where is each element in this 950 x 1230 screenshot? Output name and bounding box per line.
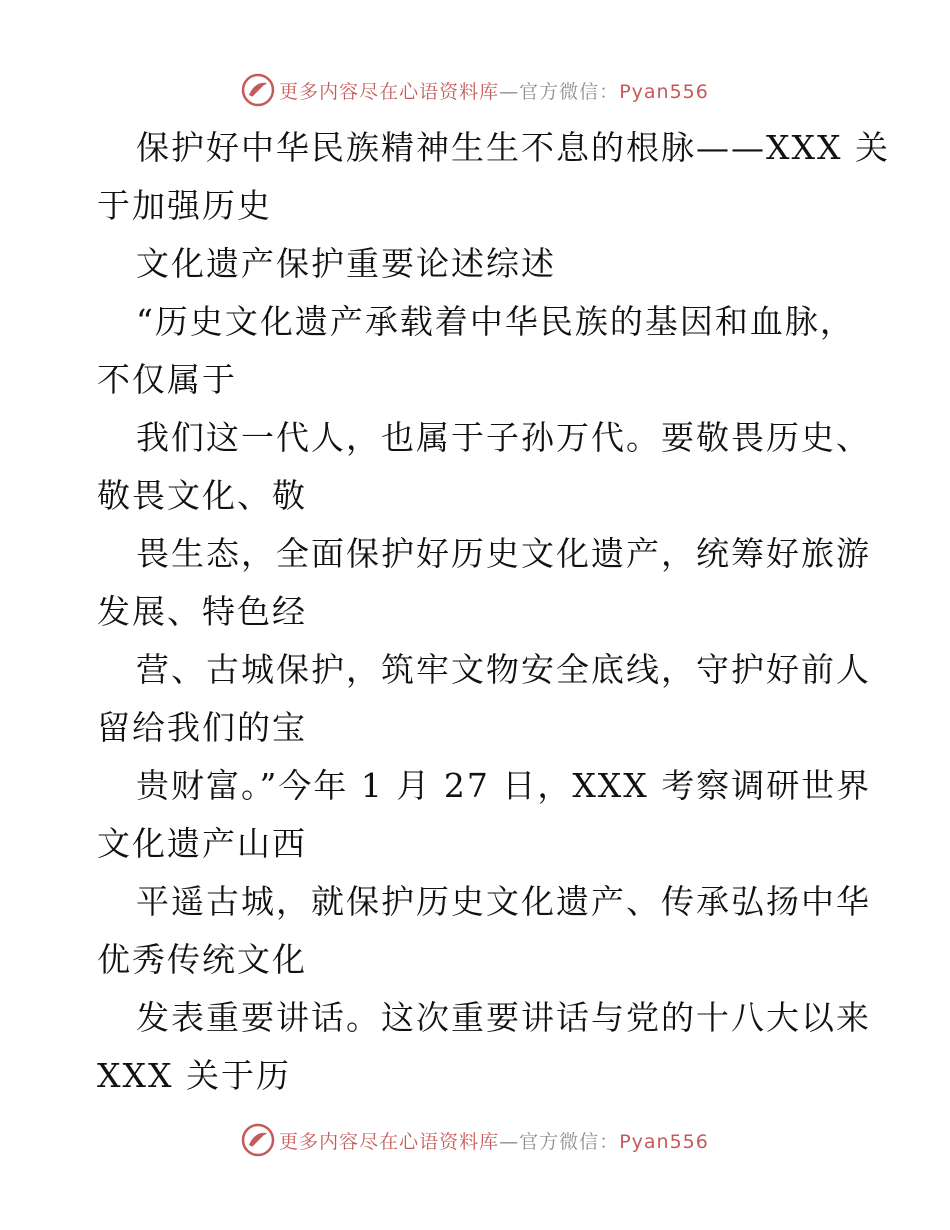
logo-icon [241, 73, 275, 107]
text-line: 贵财富。”今年 1 月 27 日，XXX 考察调研世界 [136, 766, 872, 805]
text-line: 文化遗产山西 [97, 824, 307, 863]
text-line: 保护好中华民族精神生生不息的根脉——XXX 关 [136, 128, 890, 167]
header-banner [0, 70, 950, 110]
footer-banner-text [279, 1127, 709, 1154]
text-line: 畏生态，全面保护好历史文化遗产，统筹好旅游 [136, 534, 871, 573]
header-site-text: 更多内容尽在心语资料库 [279, 80, 500, 103]
footer-site-text: 更多内容尽在心语资料库 [279, 1130, 500, 1153]
text-line: 平遥古城，就保护历史文化遗产、传承弘扬中华 [136, 882, 871, 921]
text-line: 于加强历史 [97, 186, 272, 225]
text-line: 敬畏文化、敬 [97, 476, 307, 515]
header-wechat-id: Pyan556 [619, 80, 709, 103]
text-line: 发展、特色经 [97, 592, 307, 631]
text-line: “历史文化遗产承载着中华民族的基因和血脉， [136, 302, 855, 341]
text-line: 优秀传统文化 [97, 940, 307, 979]
logo-icon [241, 1123, 275, 1157]
footer-banner [0, 1120, 950, 1160]
text-line: 不仅属于 [97, 360, 237, 399]
header-dash-text: —官方微信： [499, 80, 620, 103]
text-line: 我们这一代人，也属于子孙万代。要敬畏历史、 [136, 418, 871, 457]
text-line: 文化遗产保护重要论述综述 [136, 244, 556, 283]
footer-wechat-id: Pyan556 [619, 1130, 709, 1153]
text-line: 发表重要讲话。这次重要讲话与党的十八大以来 [136, 998, 871, 1037]
text-line: 留给我们的宝 [97, 708, 307, 747]
footer-dash-text: —官方微信： [499, 1130, 620, 1153]
text-line: XXX 关于历 [97, 1056, 291, 1095]
text-line: 营、古城保护，筑牢文物安全底线，守护好前人 [136, 650, 871, 689]
header-banner-text [279, 77, 709, 104]
